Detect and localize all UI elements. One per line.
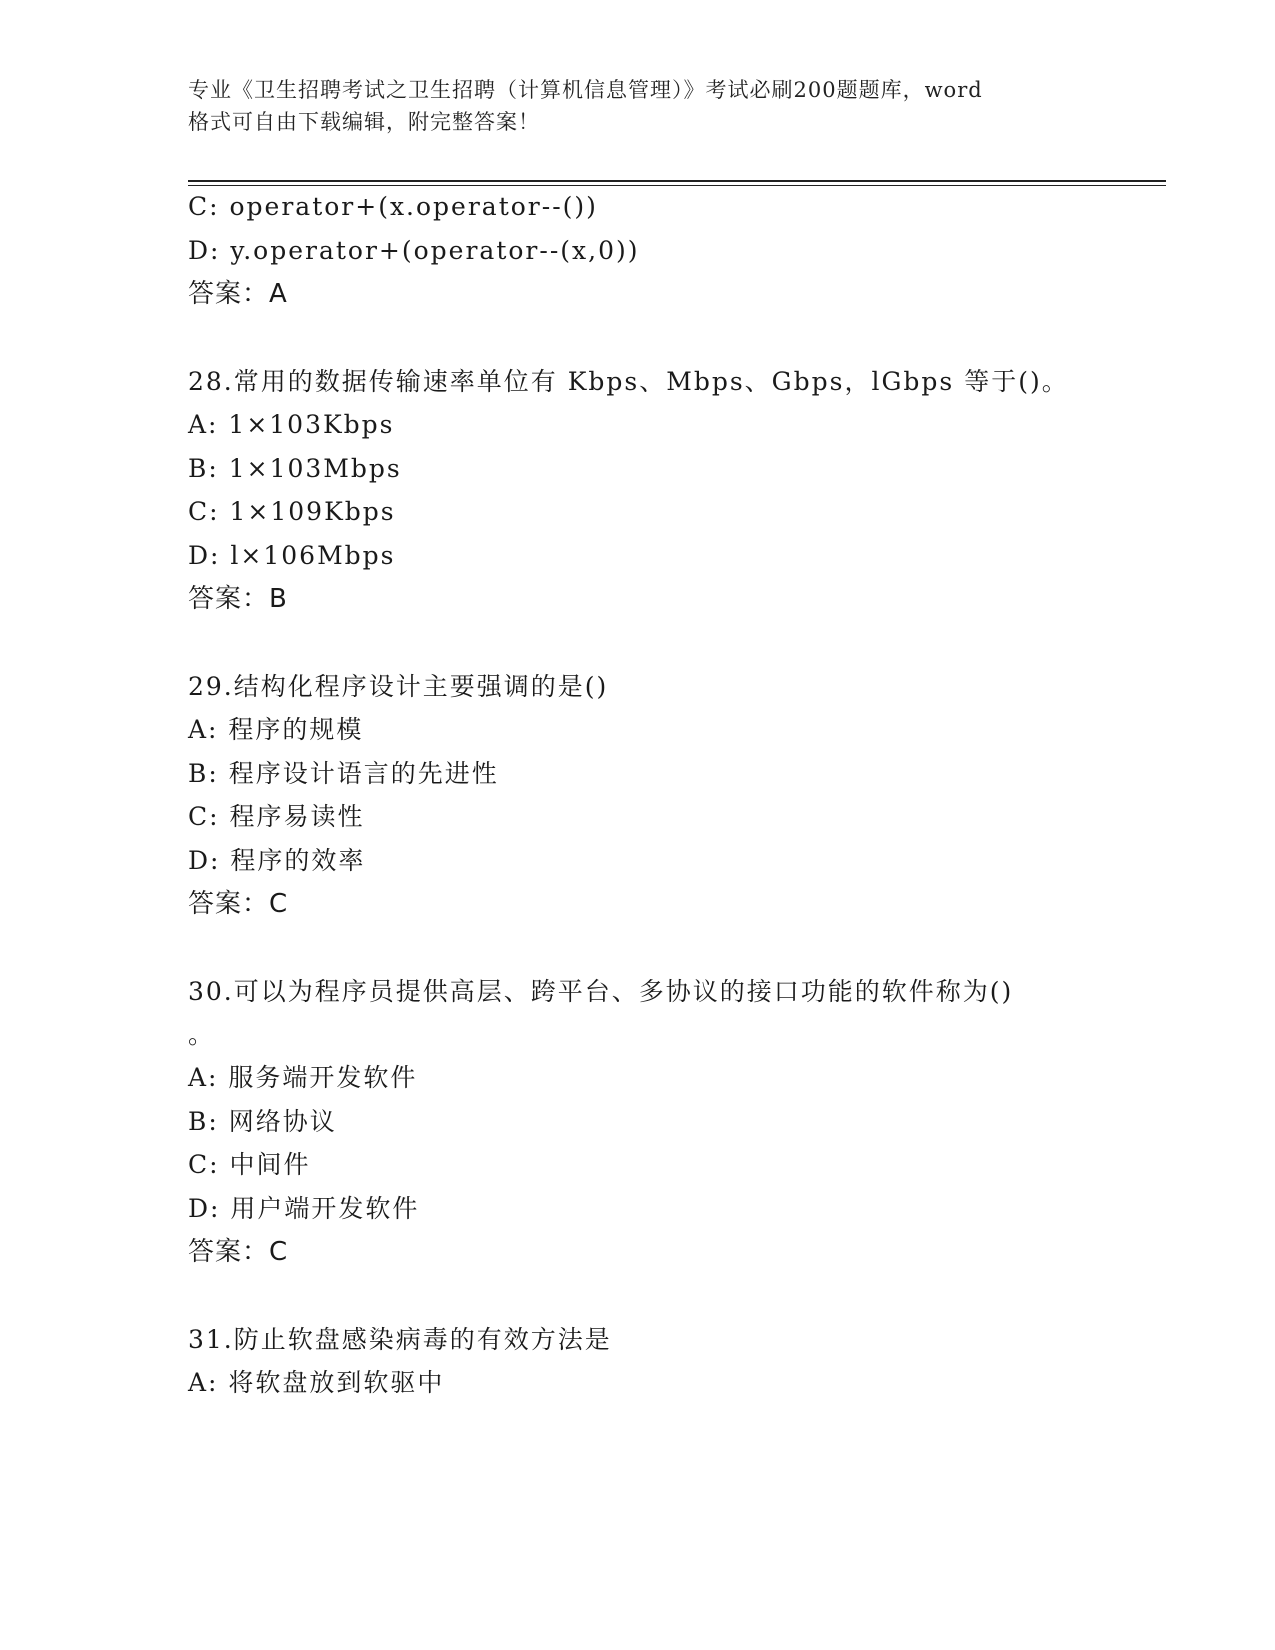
answer-label: 答案：A (188, 279, 288, 309)
option-b: B: 1×103Mbps (188, 454, 402, 483)
question-stem: 28.常用的数据传输速率单位有 Kbps、Mbps、Gbps，lGbps 等于()。 (188, 367, 1069, 396)
header-divider-thin (188, 185, 1166, 186)
answer-label: 答案：C (188, 1237, 289, 1267)
answer-label: 答案：C (188, 889, 289, 919)
option-b: B: 程序设计语言的先进性 (188, 759, 499, 788)
option-d: D: l×106Mbps (188, 541, 396, 570)
question-stem: 31.防止软盘感染病毒的有效方法是 (188, 1325, 612, 1354)
header-line-2: 格式可自由下载编辑，附完整答案！ (188, 110, 540, 134)
question-stem-continuation: 。 (188, 1020, 216, 1049)
header-divider-thick (188, 180, 1166, 182)
option-c: C: operator+(x.operator--()) (188, 192, 598, 221)
option-c: C: 1×109Kbps (188, 497, 396, 526)
option-a: A: 1×103Kbps (188, 410, 395, 439)
option-d: D: 程序的效率 (188, 846, 366, 875)
option-c: C: 中间件 (188, 1150, 311, 1179)
question-stem: 29.结构化程序设计主要强调的是() (188, 672, 609, 701)
option-a: A: 程序的规模 (188, 715, 364, 744)
option-b: B: 网络协议 (188, 1107, 337, 1136)
option-c: C: 程序易读性 (188, 802, 365, 831)
document-header (188, 74, 1088, 138)
header-line-1: 专业《卫生招聘考试之卫生招聘（计算机信息管理）》考试必刷200题题库，word (188, 78, 983, 102)
option-d: D: y.operator+(operator--(x,0)) (188, 236, 640, 265)
option-a: A: 将软盘放到软驱中 (188, 1368, 445, 1397)
question-stem: 30.可以为程序员提供高层、跨平台、多协议的接口功能的软件称为() (188, 977, 1014, 1006)
option-a: A: 服务端开发软件 (188, 1063, 418, 1092)
answer-label: 答案：B (188, 584, 288, 614)
option-d: D: 用户端开发软件 (188, 1194, 420, 1223)
